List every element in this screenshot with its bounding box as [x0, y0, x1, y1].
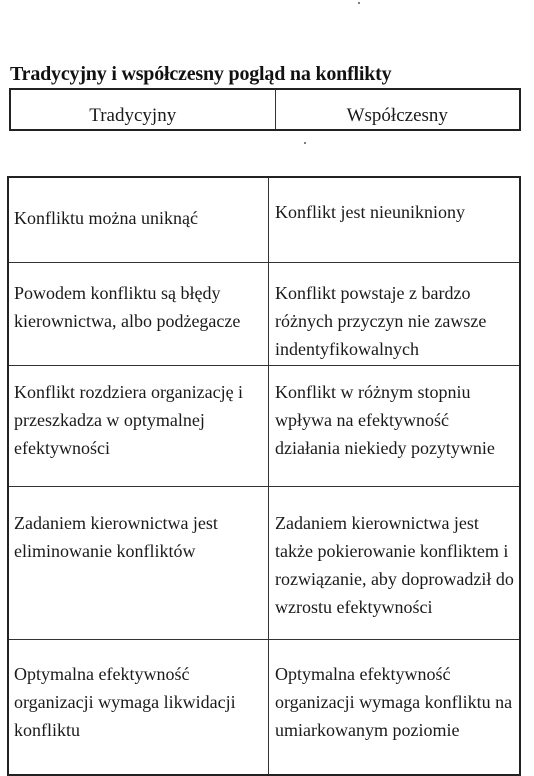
cell-text: Optymalna efektywność organizacji wymaga likwidacji konfliktu: [14, 664, 236, 740]
header-modern: Współczesny: [346, 105, 448, 126]
table-row: [8, 177, 520, 263]
scan-speck: [358, 2, 360, 4]
scan-speck: [304, 142, 306, 144]
traditional-view-cell: [8, 177, 269, 263]
cell-text: Zadaniem kierownictwa jest eliminowanie konfliktów: [14, 513, 218, 561]
modern-view-cell: [269, 487, 521, 640]
cell-text: Konflikt jest nieunikniony: [275, 202, 465, 222]
cell-text: Konfliktu można uniknąć: [14, 208, 198, 228]
cell-text: Zadaniem kierownictwa jest także pokierowanie konfliktem i rozwiązanie, aby doprowadził do wzrostu efektywności: [275, 513, 514, 617]
comparison-table: [7, 176, 521, 776]
modern-view-cell: [269, 263, 521, 366]
page-title: Tradycyjny i współczesny pogląd na konflikty: [10, 63, 392, 85]
traditional-view-cell: [8, 640, 269, 776]
traditional-view-cell: [8, 487, 269, 640]
cell-text: Konflikt rozdziera organizację i przeszkadza w optymalnej efektywności: [14, 382, 244, 458]
table-row: [8, 366, 520, 487]
cell-text: Konflikt powstaje z bardzo różnych przyczyn nie zawsze indentyfikowalnych: [275, 283, 487, 359]
cell-text: Konflikt w różnym stopniu wpływa na efektywność działania niekiedy pozytywnie: [275, 382, 495, 458]
modern-view-cell: [269, 177, 521, 263]
table-row: [8, 640, 520, 776]
modern-view-cell: [269, 640, 521, 776]
cell-text: Powodem konfliktu są błędy kierownictwa, albo podżegacze: [14, 283, 241, 331]
traditional-view-cell: [8, 263, 269, 366]
cell-text: Optymalna efektywność organizacji wymaga konfliktu na umiarkowanym poziomie: [275, 664, 513, 740]
header-traditional: Tradycyjny: [11, 90, 276, 129]
traditional-view-cell: [8, 366, 269, 487]
modern-view-cell: [269, 366, 521, 487]
column-header-table: [9, 88, 521, 131]
table-row: [8, 487, 520, 640]
table-row: [8, 263, 520, 366]
